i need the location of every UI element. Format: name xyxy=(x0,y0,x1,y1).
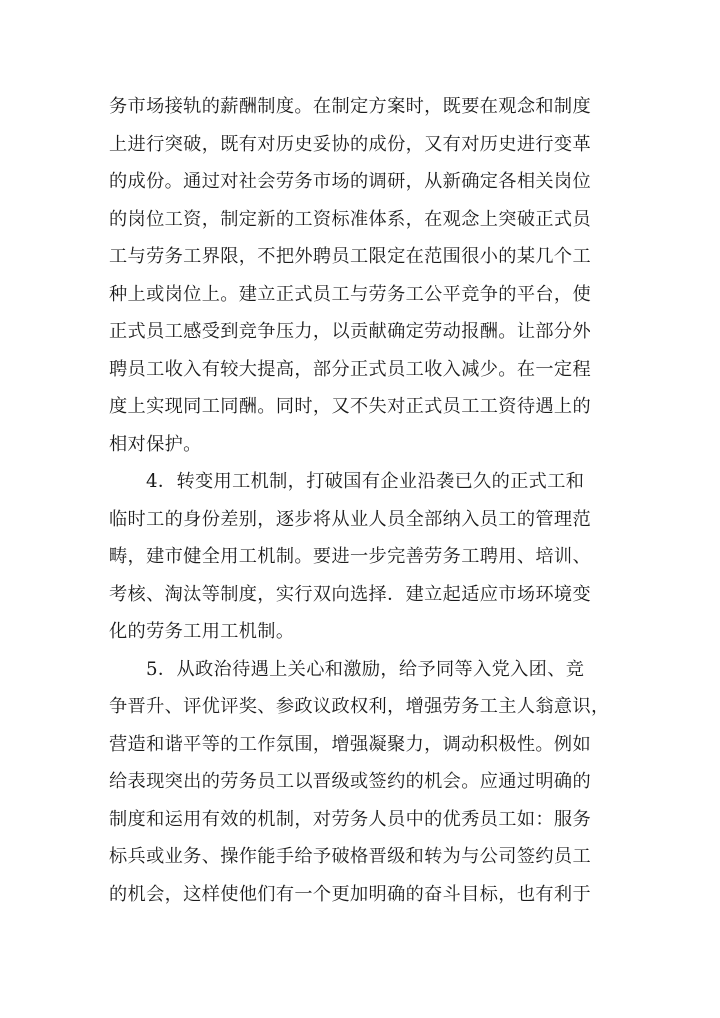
text-line: 种上或岗位上。建立正式员工与劳务工公平竞争的平台，使 xyxy=(109,283,591,305)
paragraph-first-line: 4．转变用工机制，打破国有企业沿袭已久的正式工和 xyxy=(146,471,585,492)
text-line: 的岗位工资，制定新的工资标准体系，在观念上突破正式员 xyxy=(109,208,591,230)
text-line: 营造和谐平等的工作氛围，增强凝聚力，调动积极性。例如 xyxy=(109,733,591,755)
text-line: 聘员工收入有较大提高，部分正式员工收入减少。在一定程 xyxy=(109,358,591,380)
text-line: 的成份。通过对社会劳务市场的调研，从新确定各相关岗位 xyxy=(109,171,591,192)
body-text xyxy=(109,88,609,913)
text-line: 标兵或业务、操作能手给予破格晋级和转为与公司签约员工 xyxy=(109,846,591,867)
text-line: 给表现突出的劳务员工以晋级或签约的机会。应通过明确的 xyxy=(109,771,591,792)
text-line: 化的劳务工用工机制。 xyxy=(109,621,295,642)
text-line: 考核、淘汰等制度，实行双向选择．建立起适应市场环境变 xyxy=(109,583,591,605)
text-line: 制度和运用有效的机制，对劳务人员中的优秀员工如：服务 xyxy=(109,808,591,830)
text-line: 工与劳务工界限，不把外聘员工限定在范围很小的某几个工 xyxy=(109,246,591,267)
paragraph-first-line: 5．从政治待遇上关心和激励，给予同等入党入团、竞 xyxy=(146,658,585,680)
text-line: 畴，建市健全用工机制。要进一步完善劳务工聘用、培训、 xyxy=(109,546,591,567)
text-line: 相对保护。 xyxy=(109,433,202,455)
text-line: 正式员工感受到竞争压力，以贡献确定劳动报酬。让部分外 xyxy=(109,321,591,342)
text-line: 争晋升、评优评奖、参政议政权利，增强劳务工主人翁意识， xyxy=(109,696,610,717)
text-line: 度上实现同工同酬。同时，又不失对正式员工工资待遇上的 xyxy=(109,396,591,417)
text-line: 务市场接轨的薪酬制度。在制定方案时，既要在观念和制度 xyxy=(109,96,591,117)
text-line: 临时工的身份差别，逐步将从业人员全部纳入员工的管理范 xyxy=(109,508,591,530)
text-line: 的机会，这样使他们有一个更加明确的奋斗目标，也有利于 xyxy=(109,883,591,905)
text-line: 上进行突破，既有对历史妥协的成份，又有对历史进行变革 xyxy=(109,133,591,155)
